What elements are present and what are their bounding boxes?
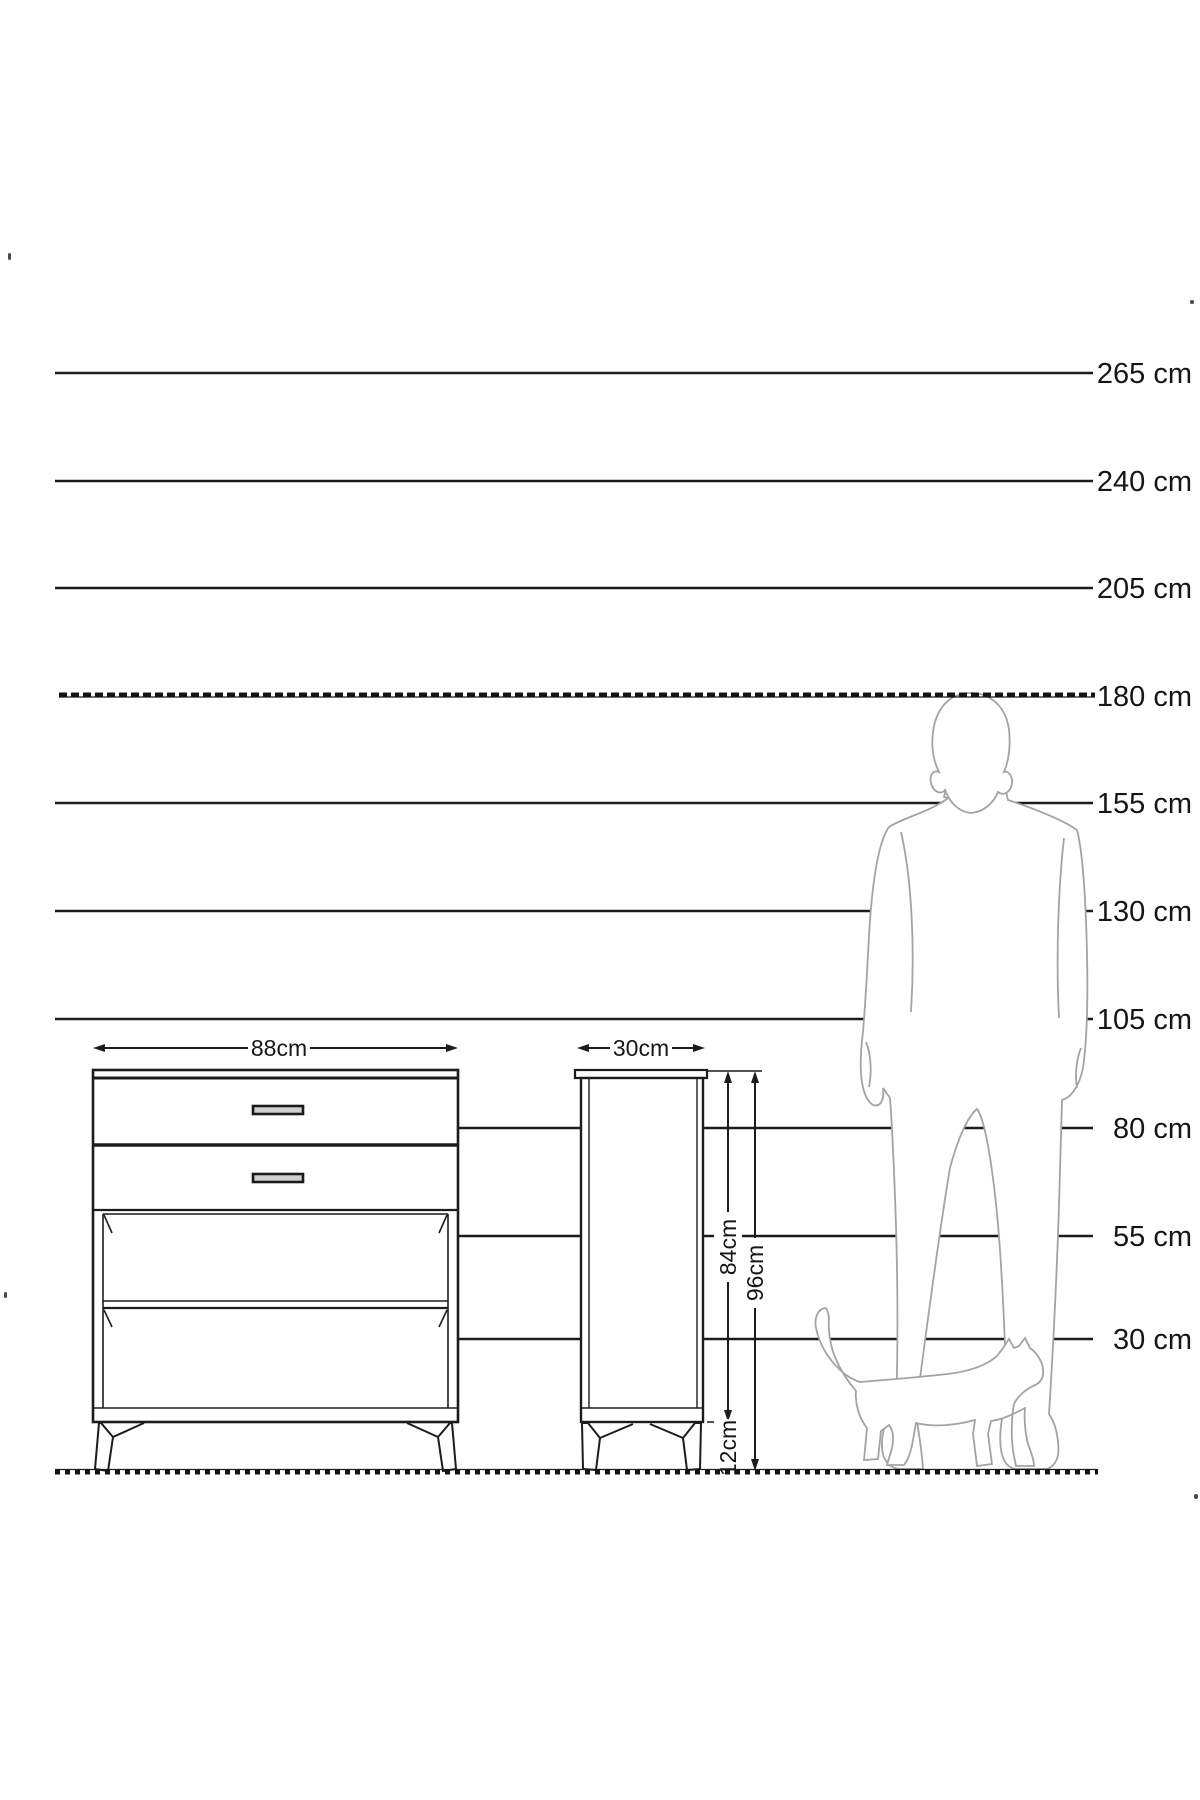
label-105cm: 105 cm	[1096, 1004, 1192, 1036]
front-view-body	[93, 1070, 458, 1422]
side-view	[575, 1070, 707, 1470]
dimension-side-depth	[577, 1034, 705, 1061]
body-height-label: 84cm	[715, 1218, 741, 1276]
dimension-total-height	[741, 1071, 769, 1471]
label-130cm: 130 cm	[1096, 896, 1192, 928]
label-180cm: 180 cm	[1096, 681, 1192, 713]
artifact-dot	[4, 1292, 7, 1298]
leg-height-label: 12cm	[715, 1419, 741, 1477]
front-right-leg	[438, 1423, 456, 1471]
label-205cm: 205 cm	[1096, 573, 1192, 605]
artifact-dot	[1194, 1494, 1198, 1499]
label-240cm: 240 cm	[1096, 466, 1192, 498]
drawer-handle-bottom	[253, 1174, 303, 1182]
height-labels	[1097, 358, 1192, 1356]
dimension-body-height	[714, 1071, 742, 1422]
label-55cm: 55 cm	[1113, 1221, 1192, 1253]
drawer-handle-top	[253, 1106, 303, 1114]
side-left-leg-brace	[600, 1424, 633, 1438]
side-legs	[582, 1423, 701, 1470]
total-height-label: 96cm	[742, 1244, 768, 1302]
front-right-leg-brace	[407, 1423, 438, 1437]
front-left-leg-brace	[113, 1423, 144, 1437]
side-right-leg-brace	[650, 1424, 683, 1438]
dimension-front-width	[93, 1034, 458, 1061]
front-legs	[95, 1423, 456, 1471]
front-left-leg	[95, 1423, 113, 1471]
artifact-dot	[8, 253, 11, 260]
side-body	[581, 1078, 703, 1422]
dim-arrow-right	[693, 1044, 705, 1052]
dim-arrow-right	[446, 1044, 458, 1052]
label-30cm: 30 cm	[1113, 1324, 1192, 1356]
front-width-label: 88cm	[250, 1035, 308, 1061]
man-silhouette	[861, 693, 1088, 1469]
label-265cm: 265 cm	[1096, 358, 1192, 390]
dim-arrow-left	[93, 1044, 105, 1052]
side-right-leg	[683, 1423, 701, 1470]
label-155cm: 155 cm	[1096, 788, 1192, 820]
man-body-outline	[861, 780, 1088, 1469]
dashed-180-line	[59, 695, 1095, 697]
front-view	[93, 1070, 458, 1471]
side-depth-label: 30cm	[612, 1035, 670, 1061]
side-left-leg	[582, 1423, 600, 1470]
ground-line	[55, 1470, 1098, 1473]
label-80cm: 80 cm	[1113, 1113, 1192, 1145]
artifact-dot	[1190, 300, 1194, 304]
dim-arrow-left	[577, 1044, 589, 1052]
dimension-leg-height	[714, 1419, 742, 1477]
